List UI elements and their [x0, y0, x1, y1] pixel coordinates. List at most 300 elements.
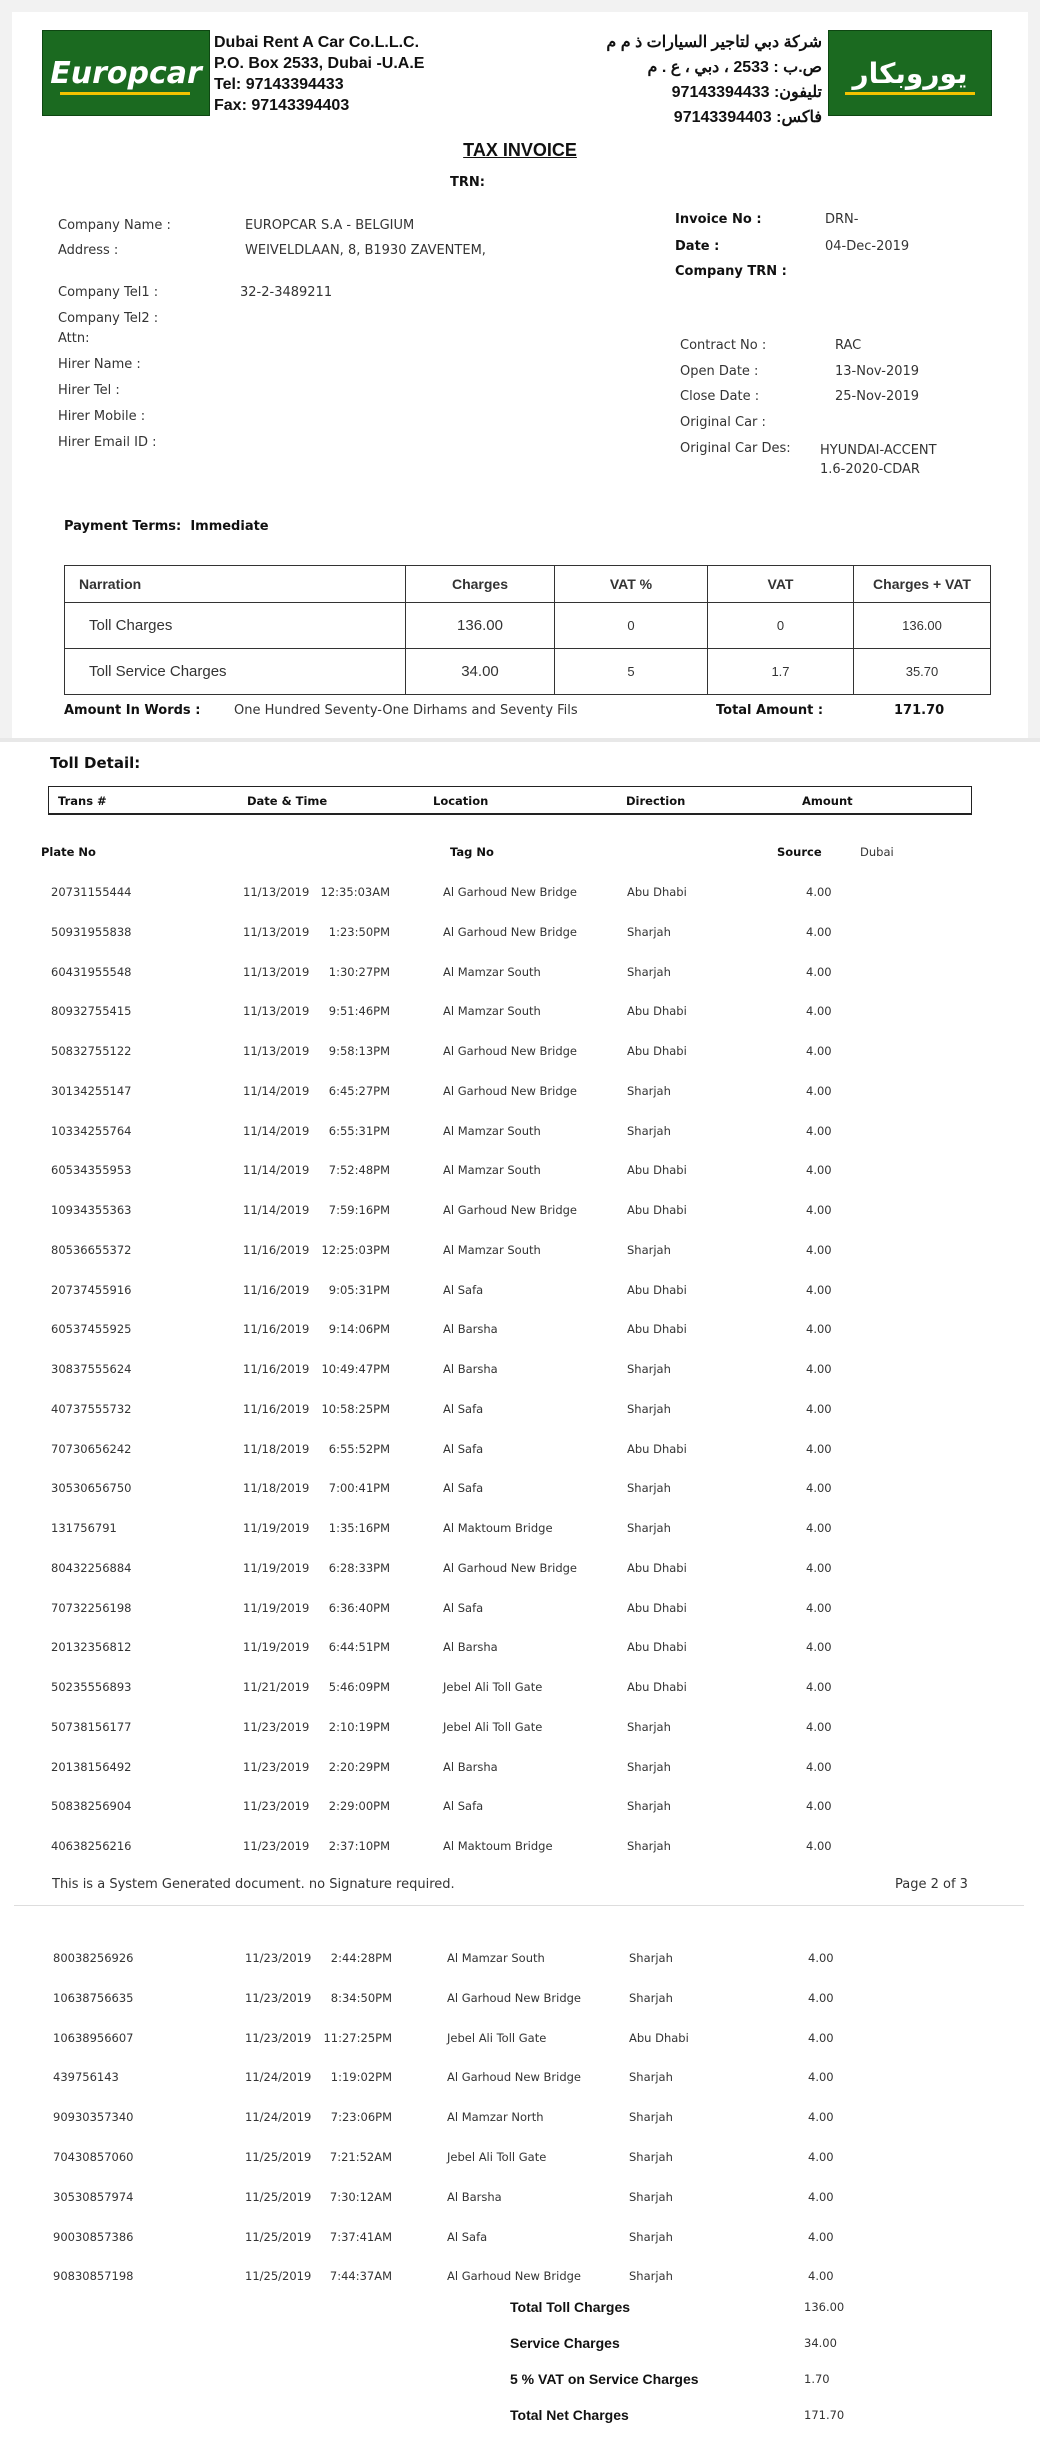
toll-direction-cell: Sharjah — [629, 2150, 673, 2164]
toll-time-cell: 12:25:03PM — [321, 1242, 390, 1257]
close-date-value: 25-Nov-2019 — [835, 389, 920, 404]
toll-amount-cell: 4.00 — [806, 1481, 832, 1496]
europcar-logo-ar — [828, 30, 992, 116]
toll-date-cell: 11/19/2019 — [243, 1600, 310, 1615]
toll-amount-cell: 4.00 — [806, 1640, 832, 1655]
toll-direction-cell: Sharjah — [629, 2189, 673, 2204]
toll-time-cell: 2:37:10PM — [328, 1839, 390, 1853]
toll-date-cell: 11/19/2019 — [243, 1521, 310, 1535]
toll-direction-cell: Abu Dhabi — [627, 1640, 687, 1655]
toll-location-cell: Al Safa — [443, 1600, 484, 1615]
toll-amount-cell: 4.00 — [806, 1083, 832, 1098]
payment-terms — [64, 519, 269, 534]
toll-time-cell: 6:28:33PM — [328, 1560, 390, 1575]
toll-plate-cell: 131756791 — [51, 1521, 117, 1535]
toll-direction-cell: Sharjah — [627, 1521, 671, 1535]
toll-time-cell: 1:23:50PM — [328, 924, 390, 939]
toll-location-cell: Al Garhoud New Bridge — [443, 924, 577, 939]
trn-label: TRN: — [450, 175, 485, 190]
toll-date-cell: 11/16/2019 — [243, 1242, 310, 1257]
charges-row — [65, 649, 991, 695]
company-tel-ar: تليفون: 97143394433 — [671, 84, 822, 101]
toll-direction-cell: Sharjah — [629, 2269, 673, 2284]
company-tel1-value: 32-2-3489211 — [240, 285, 333, 300]
toll-location-cell: Al Safa — [443, 1401, 484, 1416]
toll-date-cell: 11/14/2019 — [243, 1203, 310, 1217]
toll-plate-cell: 20737455916 — [51, 1282, 132, 1297]
toll-amount-cell: 4.00 — [806, 1044, 832, 1058]
toll-plate-cell: 10638956607 — [53, 2030, 134, 2045]
toll-location-cell: Jebel Ali Toll Gate — [447, 2150, 547, 2164]
toll-sub-tag: Tag No — [450, 845, 494, 859]
toll-time-cell: 6:55:52PM — [328, 1441, 390, 1456]
toll-plate-cell: 30837555624 — [51, 1362, 132, 1376]
summary-value: 1.70 — [804, 2372, 830, 2386]
toll-plate-cell: 60431955548 — [51, 964, 132, 979]
vat-cell: 1.7 — [708, 649, 854, 695]
close-date-label: Close Date : — [680, 389, 760, 404]
car-des-line-2: 1.6-2020-CDAR — [820, 462, 920, 477]
toll-location-cell: Al Mamzar North — [447, 2110, 544, 2125]
invoice-no-label: Invoice No : — [675, 212, 762, 227]
toll-col-datetime: Date & Time — [247, 794, 328, 808]
toll-amount-cell: 4.00 — [806, 1839, 832, 1853]
toll-direction-cell: Sharjah — [629, 1951, 673, 1965]
toll-date-cell: 11/25/2019 — [245, 2150, 312, 2164]
toll-amount-cell: 4.00 — [806, 1401, 832, 1416]
toll-amount-cell: 4.00 — [806, 1521, 832, 1535]
toll-date-cell: 11/13/2019 — [243, 885, 310, 899]
toll-plate-cell: 50235556893 — [51, 1680, 132, 1694]
toll-amount-cell: 4.00 — [806, 1759, 832, 1774]
invoice-no-value: DRN- — [825, 212, 859, 227]
toll-plate-cell: 90930357340 — [53, 2110, 134, 2125]
toll-location-cell: Al Garhoud New Bridge — [443, 885, 577, 899]
toll-plate-cell: 10934355363 — [51, 1203, 132, 1217]
toll-amount-cell: 4.00 — [808, 2269, 834, 2284]
toll-time-cell: 11:27:25PM — [323, 2030, 392, 2045]
payment-terms-label: Payment Terms: — [64, 519, 182, 534]
toll-plate-cell: 50931955838 — [51, 924, 132, 939]
col-narration: Narration — [65, 566, 406, 603]
toll-date-cell: 11/14/2019 — [243, 1163, 310, 1178]
company-trn-label: Company TRN : — [675, 264, 787, 279]
original-car-label: Original Car : — [680, 415, 766, 430]
toll-date-cell: 11/23/2019 — [245, 1951, 312, 1965]
page-gap — [0, 738, 1040, 742]
toll-time-cell: 2:44:28PM — [330, 1951, 392, 1965]
toll-date-cell: 11/13/2019 — [243, 1044, 310, 1058]
company-info-en — [214, 32, 424, 116]
toll-plate-cell: 20132356812 — [51, 1640, 132, 1655]
toll-time-cell: 5:46:09PM — [328, 1680, 390, 1694]
page-title: TAX INVOICE — [463, 140, 577, 160]
summary-label: Total Toll Charges — [510, 2299, 631, 2315]
toll-date-cell: 11/23/2019 — [245, 2030, 312, 2045]
toll-date-cell: 11/25/2019 — [245, 2269, 312, 2284]
toll-time-cell: 6:45:27PM — [328, 1083, 390, 1098]
toll-location-cell: Al Maktoum Bridge — [443, 1839, 553, 1853]
toll-plate-cell: 20731155444 — [51, 885, 132, 899]
col-charges: Charges — [406, 566, 555, 603]
footer-note: This is a System Generated document. no Signature required. — [52, 1877, 455, 1892]
toll-amount-cell: 4.00 — [806, 924, 832, 939]
toll-location-cell: Al Mamzar South — [447, 1951, 545, 1965]
toll-direction-cell: Abu Dhabi — [627, 885, 687, 899]
toll-amount-cell: 4.00 — [806, 1004, 832, 1019]
page-margin-left — [0, 0, 12, 740]
toll-amount-cell: 4.00 — [808, 2110, 834, 2125]
toll-amount-cell: 4.00 — [806, 1560, 832, 1575]
toll-direction-cell: Abu Dhabi — [627, 1044, 687, 1058]
toll-plate-cell: 60534355953 — [51, 1163, 132, 1178]
page-margin-top — [0, 0, 1040, 12]
toll-direction-cell: Sharjah — [627, 1083, 671, 1098]
toll-direction-cell: Abu Dhabi — [627, 1163, 687, 1178]
toll-amount-cell: 4.00 — [806, 1123, 832, 1138]
toll-location-cell: Al Barsha — [443, 1322, 498, 1337]
vat-percent-cell: 5 — [555, 649, 708, 695]
company-fax-en: Fax: 97143394403 — [214, 97, 350, 114]
toll-amount-cell: 4.00 — [808, 1951, 834, 1965]
toll-amount-cell: 4.00 — [808, 2070, 834, 2085]
toll-direction-cell: Abu Dhabi — [627, 1441, 687, 1456]
summary-value: 136.00 — [804, 2300, 845, 2314]
toll-time-cell: 8:34:50PM — [330, 1990, 392, 2005]
toll-plate-cell: 30530857974 — [53, 2189, 134, 2204]
company-name-en: Dubai Rent A Car Co.L.L.C. — [214, 34, 420, 51]
toll-plate-cell: 40638256216 — [51, 1839, 132, 1853]
toll-col-direction: Direction — [626, 794, 686, 808]
amount-words-value: One Hundred Seventy-One Dirhams and Seventy Fils — [234, 703, 578, 718]
toll-amount-cell: 4.00 — [806, 1441, 832, 1456]
toll-plate-cell: 30134255147 — [51, 1083, 132, 1098]
company-tel1-label: Company Tel1 : — [58, 285, 159, 300]
toll-plate-cell: 50838256904 — [51, 1799, 132, 1814]
europcar-logo — [42, 30, 210, 116]
toll-location-cell: Jebel Ali Toll Gate — [443, 1719, 543, 1734]
toll-plate-cell: 70730656242 — [51, 1441, 132, 1456]
attn-label: Attn: — [58, 331, 90, 346]
hirer-mobile-label: Hirer Mobile : — [58, 409, 146, 424]
toll-plate-cell: 20138156492 — [51, 1759, 132, 1774]
car-des-line-1: HYUNDAI-ACCENT — [820, 443, 937, 458]
toll-date-cell: 11/18/2019 — [243, 1481, 310, 1496]
toll-amount-cell: 4.00 — [806, 1282, 832, 1297]
toll-location-cell: Al Mamzar South — [443, 964, 541, 979]
toll-plate-cell: 10638756635 — [53, 1990, 134, 2005]
page-margin-right — [1028, 0, 1040, 740]
toll-direction-cell: Abu Dhabi — [629, 2030, 689, 2045]
footer-divider — [14, 1905, 1024, 1906]
logo-text: Europcar — [50, 55, 202, 91]
toll-time-cell: 7:52:48PM — [328, 1163, 390, 1178]
hirer-email-label: Hirer Email ID : — [58, 435, 157, 450]
toll-time-cell: 1:30:27PM — [328, 964, 390, 979]
toll-direction-cell: Sharjah — [627, 1362, 671, 1376]
toll-time-cell: 9:05:31PM — [328, 1282, 390, 1297]
toll-time-cell: 2:20:29PM — [328, 1759, 390, 1774]
toll-plate-cell: 80536655372 — [51, 1242, 132, 1257]
summary-value: 171.70 — [804, 2408, 845, 2422]
invoice-date-value: 04-Dec-2019 — [825, 239, 910, 254]
toll-amount-cell: 4.00 — [806, 964, 832, 979]
toll-time-cell: 12:35:03AM — [320, 885, 390, 899]
toll-direction-cell: Abu Dhabi — [627, 1600, 687, 1615]
toll-date-cell: 11/23/2019 — [243, 1839, 310, 1853]
toll-time-cell: 7:30:12AM — [329, 2189, 392, 2204]
toll-location-cell: Jebel Ali Toll Gate — [447, 2030, 547, 2045]
toll-amount-cell: 4.00 — [806, 885, 832, 899]
toll-plate-cell: 80932755415 — [51, 1004, 132, 1019]
toll-location-cell: Al Barsha — [447, 2189, 502, 2204]
logo-text-ar: يوروبكار — [852, 56, 968, 90]
toll-amount-cell: 4.00 — [808, 2189, 834, 2204]
toll-location-cell: Al Mamzar South — [443, 1242, 541, 1257]
toll-time-cell: 7:44:37AM — [329, 2269, 392, 2284]
col-vat-percent: VAT % — [555, 566, 708, 603]
toll-amount-cell: 4.00 — [806, 1799, 832, 1814]
toll-location-cell: Al Barsha — [443, 1640, 498, 1655]
toll-direction-cell: Abu Dhabi — [627, 1560, 687, 1575]
summary-label: 5 % VAT on Service Charges — [510, 2371, 699, 2387]
toll-location-cell: Al Garhoud New Bridge — [447, 1990, 581, 2005]
toll-direction-cell: Sharjah — [627, 1242, 671, 1257]
toll-detail-title: Toll Detail: — [50, 754, 141, 772]
contract-no-value: RAC — [835, 338, 862, 353]
toll-direction-cell: Sharjah — [627, 1839, 671, 1853]
toll-direction-cell: Sharjah — [627, 1481, 671, 1496]
amount-words-label: Amount In Words : — [64, 703, 201, 718]
toll-direction-cell: Sharjah — [629, 1990, 673, 2005]
company-pobox-ar: ص.ب : 2533 ، دبي ، ع . م — [647, 59, 822, 76]
toll-amount-cell: 4.00 — [808, 1990, 834, 2005]
toll-location-cell: Al Maktoum Bridge — [443, 1521, 553, 1535]
toll-location-cell: Al Safa — [443, 1441, 484, 1456]
charges-row — [65, 603, 991, 649]
toll-time-cell: 1:35:16PM — [328, 1521, 390, 1535]
address-value: WEIVELDLAAN, 8, B1930 ZAVENTEM, — [245, 243, 486, 258]
toll-location-cell: Al Barsha — [443, 1759, 498, 1774]
toll-plate-cell: 80038256926 — [53, 1951, 134, 1965]
toll-date-cell: 11/19/2019 — [243, 1560, 310, 1575]
toll-plate-cell: 439756143 — [53, 2070, 119, 2085]
toll-col-amount: Amount — [802, 794, 853, 808]
toll-amount-cell: 4.00 — [806, 1203, 832, 1217]
toll-col-trans: Trans # — [58, 794, 107, 808]
total-amount-label: Total Amount : — [716, 703, 824, 718]
charges-vat-cell: 136.00 — [854, 603, 991, 649]
toll-location-cell: Al Mamzar South — [443, 1004, 541, 1019]
toll-time-cell: 7:21:52AM — [329, 2150, 392, 2164]
toll-location-cell: Al Safa — [443, 1282, 484, 1297]
hirer-tel-label: Hirer Tel : — [58, 383, 120, 398]
toll-plate-cell: 70430857060 — [53, 2150, 134, 2164]
toll-plate-cell: 40737555732 — [51, 1401, 132, 1416]
toll-time-cell: 10:49:47PM — [321, 1362, 390, 1376]
toll-direction-cell: Sharjah — [627, 1401, 671, 1416]
toll-location-cell: Al Mamzar South — [443, 1123, 541, 1138]
toll-direction-cell: Sharjah — [627, 964, 671, 979]
logo-stripe — [60, 92, 190, 95]
toll-amount-cell: 4.00 — [806, 1600, 832, 1615]
toll-date-cell: 11/13/2019 — [243, 1004, 310, 1019]
toll-amount-cell: 4.00 — [806, 1719, 832, 1734]
toll-date-cell: 11/14/2019 — [243, 1083, 310, 1098]
toll-amount-cell: 4.00 — [806, 1163, 832, 1178]
company-tel2-label: Company Tel2 : — [58, 311, 159, 326]
toll-plate-cell: 80432256884 — [51, 1560, 132, 1575]
toll-date-cell: 11/16/2019 — [243, 1282, 310, 1297]
toll-location-cell: Al Safa — [443, 1799, 484, 1814]
company-name-value: EUROPCAR S.A - BELGIUM — [245, 218, 415, 233]
toll-amount-cell: 4.00 — [806, 1242, 832, 1257]
open-date-label: Open Date : — [680, 364, 759, 379]
toll-col-location: Location — [433, 794, 489, 808]
invoice-date-label: Date : — [675, 239, 720, 254]
summary-label: Service Charges — [510, 2335, 620, 2351]
toll-time-cell: 1:19:02PM — [330, 2070, 392, 2085]
payment-terms-value: Immediate — [190, 519, 269, 534]
toll-source-value: Dubai — [860, 845, 894, 859]
toll-date-cell: 11/13/2019 — [243, 924, 310, 939]
toll-plate-cell: 50738156177 — [51, 1719, 132, 1734]
charges-vat-cell: 35.70 — [854, 649, 991, 695]
toll-time-cell: 9:14:06PM — [328, 1322, 390, 1337]
toll-amount-cell: 4.00 — [806, 1322, 832, 1337]
toll-time-cell: 9:51:46PM — [328, 1004, 390, 1019]
toll-direction-cell: Abu Dhabi — [627, 1203, 687, 1217]
toll-direction-cell: Sharjah — [627, 1759, 671, 1774]
vat-percent-cell: 0 — [555, 603, 708, 649]
summary-value: 34.00 — [804, 2336, 837, 2350]
open-date-value: 13-Nov-2019 — [835, 364, 920, 379]
toll-location-cell: Al Garhoud New Bridge — [447, 2269, 581, 2284]
toll-location-cell: Al Garhoud New Bridge — [443, 1560, 577, 1575]
toll-date-cell: 11/14/2019 — [243, 1123, 310, 1138]
toll-location-cell: Al Garhoud New Bridge — [447, 2070, 581, 2085]
toll-amount-cell: 4.00 — [808, 2229, 834, 2244]
narration-cell: Toll Service Charges — [65, 649, 406, 695]
toll-location-cell: Al Mamzar South — [443, 1163, 541, 1178]
toll-date-cell: 11/23/2019 — [243, 1759, 310, 1774]
toll-date-cell: 11/21/2019 — [243, 1680, 310, 1694]
toll-date-cell: 11/18/2019 — [243, 1441, 310, 1456]
summary-label: Total Net Charges — [510, 2407, 629, 2423]
toll-direction-cell: Abu Dhabi — [627, 1322, 687, 1337]
toll-direction-cell: Sharjah — [629, 2070, 673, 2085]
toll-time-cell: 7:00:41PM — [328, 1481, 390, 1496]
charges-cell: 34.00 — [406, 649, 555, 695]
toll-date-cell: 11/25/2019 — [245, 2229, 312, 2244]
company-pobox-en: P.O. Box 2533, Dubai -U.A.E — [214, 55, 425, 72]
toll-date-cell: 11/24/2019 — [245, 2110, 312, 2125]
toll-date-cell: 11/19/2019 — [243, 1640, 310, 1655]
toll-plate-cell: 30530656750 — [51, 1481, 132, 1496]
toll-time-cell: 10:58:25PM — [321, 1401, 390, 1416]
toll-time-cell: 6:55:31PM — [328, 1123, 390, 1138]
toll-direction-cell: Abu Dhabi — [627, 1680, 687, 1694]
toll-date-cell: 11/16/2019 — [243, 1401, 310, 1416]
footer-page: Page 2 of 3 — [895, 1877, 968, 1892]
company-tel-en: Tel: 97143394433 — [214, 76, 344, 93]
toll-plate-cell: 70732256198 — [51, 1600, 132, 1615]
toll-sub-plate: Plate No — [41, 845, 96, 859]
toll-direction-cell: Sharjah — [629, 2229, 673, 2244]
toll-direction-cell: Sharjah — [627, 924, 671, 939]
toll-amount-cell: 4.00 — [808, 2150, 834, 2164]
toll-direction-cell: Sharjah — [629, 2110, 673, 2125]
toll-date-cell: 11/23/2019 — [243, 1719, 310, 1734]
original-car-des-value — [820, 441, 937, 479]
toll-time-cell: 7:59:16PM — [328, 1203, 390, 1217]
toll-date-cell: 11/23/2019 — [243, 1799, 310, 1814]
address-label: Address : — [58, 243, 119, 258]
original-car-des-label: Original Car Des: — [680, 441, 791, 456]
toll-time-cell: 6:44:51PM — [328, 1640, 390, 1655]
logo-stripe-ar — [845, 92, 975, 95]
col-vat: VAT — [708, 566, 854, 603]
toll-location-cell: Al Garhoud New Bridge — [443, 1203, 577, 1217]
charges-table — [64, 565, 991, 695]
contract-no-label: Contract No : — [680, 338, 767, 353]
toll-plate-cell: 50832755122 — [51, 1044, 132, 1058]
hirer-name-label: Hirer Name : — [58, 357, 141, 372]
toll-time-cell: 2:29:00PM — [328, 1799, 390, 1814]
toll-time-cell: 9:58:13PM — [328, 1044, 390, 1058]
charges-header-row — [65, 566, 991, 603]
col-charges-vat: Charges + VAT — [854, 566, 991, 603]
toll-time-cell: 6:36:40PM — [328, 1600, 390, 1615]
toll-amount-cell: 4.00 — [806, 1680, 832, 1694]
toll-location-cell: Al Safa — [447, 2229, 488, 2244]
toll-date-cell: 11/16/2019 — [243, 1362, 310, 1376]
toll-plate-cell: 60537455925 — [51, 1322, 132, 1337]
toll-amount-cell: 4.00 — [808, 2030, 834, 2045]
toll-time-cell: 2:10:19PM — [328, 1719, 390, 1734]
toll-time-cell: 7:23:06PM — [330, 2110, 392, 2125]
toll-location-cell: Al Garhoud New Bridge — [443, 1044, 577, 1058]
toll-location-cell: Jebel Ali Toll Gate — [443, 1680, 543, 1694]
toll-time-cell: 7:37:41AM — [329, 2229, 392, 2244]
company-fax-ar: فاكس: 97143394403 — [673, 109, 822, 126]
vat-cell: 0 — [708, 603, 854, 649]
toll-location-cell: Al Garhoud New Bridge — [443, 1083, 577, 1098]
toll-date-cell: 11/23/2019 — [245, 1990, 312, 2005]
toll-date-cell: 11/16/2019 — [243, 1322, 310, 1337]
toll-sub-source: Source — [777, 845, 822, 859]
toll-direction-cell: Abu Dhabi — [627, 1282, 687, 1297]
charges-cell: 136.00 — [406, 603, 555, 649]
toll-direction-cell: Abu Dhabi — [627, 1004, 687, 1019]
company-info-ar — [600, 30, 822, 130]
toll-direction-cell: Sharjah — [627, 1123, 671, 1138]
toll-date-cell: 11/25/2019 — [245, 2189, 312, 2204]
toll-date-cell: 11/24/2019 — [245, 2070, 312, 2085]
toll-plate-cell: 90830857198 — [53, 2269, 134, 2284]
toll-direction-cell: Sharjah — [627, 1719, 671, 1734]
company-name-ar: شركة دبي لتاجير السيارات ذ م م — [606, 34, 822, 51]
toll-plate-cell: 10334255764 — [51, 1123, 132, 1138]
toll-direction-cell: Sharjah — [627, 1799, 671, 1814]
toll-amount-cell: 4.00 — [806, 1362, 832, 1376]
toll-date-cell: 11/13/2019 — [243, 964, 310, 979]
toll-location-cell: Al Safa — [443, 1481, 484, 1496]
narration-cell: Toll Charges — [65, 603, 406, 649]
toll-plate-cell: 90030857386 — [53, 2229, 134, 2244]
company-name-label: Company Name : — [58, 218, 171, 233]
total-amount-value: 171.70 — [894, 703, 945, 718]
